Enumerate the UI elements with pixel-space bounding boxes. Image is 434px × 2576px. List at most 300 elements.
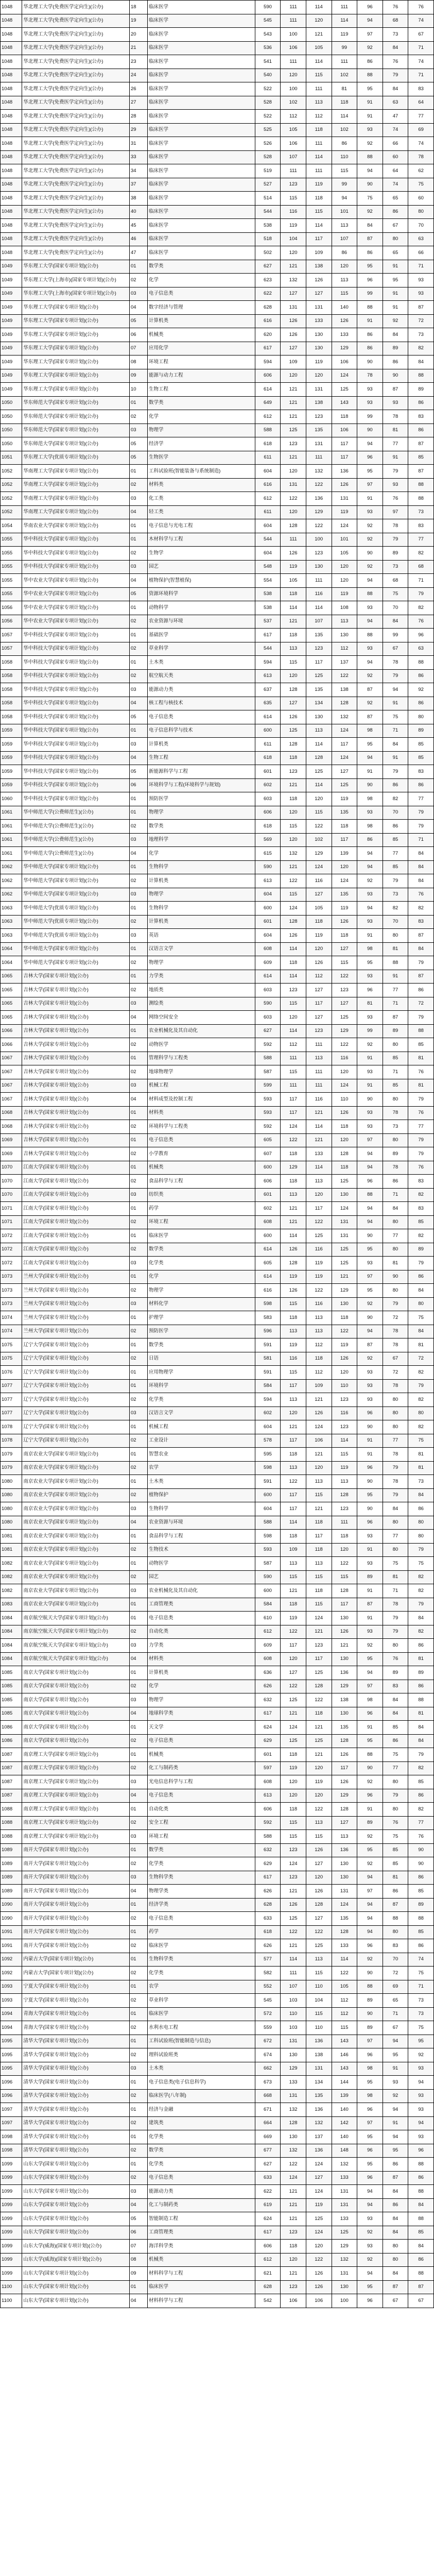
- foreign-language-score-cell: 130: [332, 629, 357, 642]
- table-row: [1, 1830, 434, 1844]
- major-name-cell: 物理学: [148, 423, 255, 437]
- school-name-cell: 青海大学(国家专项计划)(公办): [22, 2007, 130, 2021]
- subject-score-2-cell: 73: [383, 560, 408, 574]
- subject-score-1-cell: 87: [357, 1598, 383, 1612]
- major-name-cell: 护理学: [148, 1311, 255, 1325]
- subject-score-2-cell: 79: [383, 69, 408, 82]
- table-row: [1, 1188, 434, 1202]
- school-code-cell: 1099: [1, 2226, 22, 2240]
- subject-score-3-cell: 64: [408, 96, 434, 110]
- math-score-cell: 106: [306, 1434, 332, 1448]
- major-name-cell: 化学: [148, 274, 255, 287]
- subject-score-3-cell: 76: [408, 1161, 434, 1175]
- major-name-cell: 数学类: [148, 1843, 255, 1857]
- major-name-cell: 临床医学: [148, 178, 255, 192]
- school-code-cell: 1061: [1, 847, 22, 861]
- major-code-cell: 06: [129, 2226, 147, 2240]
- major-name-cell: 园艺: [148, 560, 255, 574]
- subject-score-3-cell: 85: [408, 451, 434, 465]
- school-code-cell: 1090: [1, 1898, 22, 1912]
- school-code-cell: 1056: [1, 615, 22, 629]
- major-code-cell: 02: [129, 1625, 147, 1639]
- subject-score-1-cell: 87: [357, 683, 383, 697]
- school-name-cell: 华北理工大学(免费医学定向生)(公办): [22, 123, 130, 137]
- subject-score-3-cell: 88: [408, 2158, 434, 2172]
- table-row: [1, 383, 434, 397]
- subject-score-1-cell: 93: [357, 1625, 383, 1639]
- school-code-cell: 1048: [1, 178, 22, 192]
- table-row: [1, 1284, 434, 1298]
- school-name-cell: 华中师范大学(优质专项计划)(公办): [22, 902, 130, 916]
- subject-score-3-cell: 82: [408, 547, 434, 561]
- math-score-cell: 120: [306, 1789, 332, 1803]
- math-score-cell: 131: [306, 2062, 332, 2076]
- major-code-cell: 29: [129, 123, 147, 137]
- chinese-score-cell: 115: [281, 888, 306, 902]
- total-score-cell: 593: [255, 1093, 281, 1107]
- math-score-cell: 113: [306, 1557, 332, 1571]
- math-score-cell: 118: [306, 1516, 332, 1530]
- major-code-cell: 01: [129, 1803, 147, 1817]
- foreign-language-score-cell: 99: [332, 41, 357, 55]
- major-code-cell: 01: [129, 1598, 147, 1612]
- total-score-cell: 522: [255, 82, 281, 96]
- chinese-score-cell: 113: [281, 1461, 306, 1475]
- math-score-cell: 119: [306, 355, 332, 369]
- subject-score-3-cell: 79: [408, 1257, 434, 1270]
- math-score-cell: 118: [306, 1707, 332, 1721]
- subject-score-3-cell: 88: [408, 492, 434, 506]
- chinese-score-cell: 118: [281, 1311, 306, 1325]
- subject-score-1-cell: 94: [357, 2198, 383, 2212]
- math-score-cell: 122: [306, 1803, 332, 1817]
- subject-score-2-cell: 47: [383, 110, 408, 124]
- chinese-score-cell: 117: [281, 1488, 306, 1502]
- school-name-cell: 内蒙古大学(国家专项计划)(公办): [22, 1967, 130, 1980]
- school-name-cell: 华东师范大学(国家专项计划)(公办): [22, 423, 130, 437]
- math-score-cell: 110: [306, 1980, 332, 1994]
- subject-score-1-cell: 96: [357, 1175, 383, 1189]
- school-name-cell: 华南理工大学(国家专项计划)(公办): [22, 465, 130, 479]
- table-row: [1, 1434, 434, 1448]
- table-row: [1, 1843, 434, 1857]
- table-row: [1, 2240, 434, 2253]
- chinese-score-cell: 126: [281, 929, 306, 943]
- foreign-language-score-cell: 135: [332, 888, 357, 902]
- table-row: [1, 1652, 434, 1666]
- table-row: [1, 792, 434, 806]
- school-code-cell: 1081: [1, 1530, 22, 1544]
- major-code-cell: 01: [129, 902, 147, 916]
- chinese-score-cell: 127: [281, 342, 306, 355]
- school-name-cell: 辽宁大学(国家专项计划)(公办): [22, 1406, 130, 1420]
- major-code-cell: 04: [129, 1885, 147, 1899]
- total-score-cell: 627: [255, 1024, 281, 1038]
- foreign-language-score-cell: 113: [332, 1830, 357, 1844]
- subject-score-3-cell: 86: [408, 2171, 434, 2185]
- subject-score-3-cell: 82: [408, 1803, 434, 1817]
- major-name-cell: 数字经济与管理: [148, 301, 255, 315]
- school-name-cell: 青海大学(国家专项计划)(公办): [22, 2021, 130, 2035]
- subject-score-3-cell: 76: [408, 1, 434, 14]
- foreign-language-score-cell: 118: [332, 1161, 357, 1175]
- total-score-cell: 618: [255, 437, 281, 451]
- major-code-cell: 02: [129, 2171, 147, 2185]
- subject-score-1-cell: 92: [357, 1038, 383, 1052]
- total-score-cell: 554: [255, 574, 281, 588]
- subject-score-3-cell: 88: [408, 478, 434, 492]
- subject-score-1-cell: 96: [357, 451, 383, 465]
- subject-score-2-cell: 75: [383, 1557, 408, 1571]
- major-name-cell: 电子信息类: [148, 710, 255, 724]
- subject-score-3-cell: 93: [408, 2062, 434, 2076]
- total-score-cell: 600: [255, 1229, 281, 1243]
- subject-score-3-cell: 67: [408, 2294, 434, 2308]
- total-score-cell: 538: [255, 601, 281, 615]
- school-name-cell: 南京理工大学(国家专项计划)(公办): [22, 1789, 130, 1803]
- school-name-cell: 江南大学(国家专项计划)(公办): [22, 1257, 130, 1270]
- chinese-score-cell: 115: [281, 1816, 306, 1830]
- school-code-cell: 1069: [1, 1133, 22, 1147]
- math-score-cell: 130: [306, 710, 332, 724]
- table-row: [1, 2212, 434, 2226]
- major-code-cell: 01: [129, 2158, 147, 2172]
- subject-score-1-cell: 92: [357, 1775, 383, 1789]
- subject-score-3-cell: 82: [408, 1420, 434, 1434]
- major-code-cell: 31: [129, 137, 147, 151]
- table-row: [1, 96, 434, 110]
- total-score-cell: 671: [255, 2103, 281, 2117]
- total-score-cell: 600: [255, 1161, 281, 1175]
- foreign-language-score-cell: 119: [332, 1461, 357, 1475]
- math-score-cell: 127: [306, 1912, 332, 1926]
- chinese-score-cell: 130: [281, 2130, 306, 2144]
- math-score-cell: 114: [306, 778, 332, 792]
- foreign-language-score-cell: 113: [332, 274, 357, 287]
- chinese-score-cell: 121: [281, 451, 306, 465]
- subject-score-1-cell: 91: [357, 314, 383, 328]
- chinese-score-cell: 129: [281, 1161, 306, 1175]
- school-code-cell: 1099: [1, 2253, 22, 2267]
- subject-score-3-cell: 82: [408, 1761, 434, 1775]
- math-score-cell: 116: [306, 587, 332, 601]
- total-score-cell: 628: [255, 1898, 281, 1912]
- chinese-score-cell: 121: [281, 260, 306, 274]
- school-code-cell: 1076: [1, 1366, 22, 1380]
- chinese-score-cell: 117: [281, 1502, 306, 1516]
- school-code-cell: 1058: [1, 656, 22, 670]
- foreign-language-score-cell: 129: [332, 1789, 357, 1803]
- major-code-cell: 03: [129, 1406, 147, 1420]
- school-code-cell: 1048: [1, 69, 22, 82]
- subject-score-3-cell: 86: [408, 778, 434, 792]
- school-name-cell: 华中师范大学(国家专项计划)(公办): [22, 942, 130, 956]
- total-score-cell: 601: [255, 765, 281, 779]
- table-row: [1, 1748, 434, 1762]
- chinese-score-cell: 118: [281, 792, 306, 806]
- subject-score-1-cell: 90: [357, 1420, 383, 1434]
- school-code-cell: 1089: [1, 1885, 22, 1899]
- major-name-cell: 地球物理学: [148, 1065, 255, 1079]
- table-row: [1, 847, 434, 861]
- foreign-language-score-cell: 120: [332, 1543, 357, 1557]
- math-score-cell: 118: [306, 1352, 332, 1366]
- major-name-cell: 网络空间安全: [148, 1011, 255, 1025]
- major-code-cell: 27: [129, 96, 147, 110]
- school-name-cell: 吉林大学(国家专项计划)(公办): [22, 1038, 130, 1052]
- math-score-cell: 111: [306, 1079, 332, 1093]
- school-name-cell: 华中师范大学(国家专项计划)(公办): [22, 860, 130, 874]
- foreign-language-score-cell: 126: [332, 1352, 357, 1366]
- table-row: [1, 314, 434, 328]
- table-row: [1, 1120, 434, 1134]
- chinese-score-cell: 114: [281, 942, 306, 956]
- subject-score-2-cell: 89: [383, 1666, 408, 1680]
- school-name-cell: 南京航空航天大学(国家专项计划)(公办): [22, 1612, 130, 1625]
- subject-score-1-cell: 92: [357, 560, 383, 574]
- school-name-cell: 华中科技大学(国家专项计划)(公办): [22, 533, 130, 547]
- foreign-language-score-cell: 116: [332, 1052, 357, 1065]
- school-name-cell: 兰州大学(国家专项计划)(公办): [22, 1311, 130, 1325]
- foreign-language-score-cell: 101: [332, 205, 357, 219]
- subject-score-3-cell: 74: [408, 14, 434, 28]
- chinese-score-cell: 115: [281, 1065, 306, 1079]
- chinese-score-cell: 114: [281, 1024, 306, 1038]
- major-name-cell: 计算机类: [148, 874, 255, 888]
- subject-score-3-cell: 83: [408, 1175, 434, 1189]
- total-score-cell: 628: [255, 301, 281, 315]
- subject-score-2-cell: 95: [383, 2144, 408, 2158]
- subject-score-1-cell: 96: [357, 1461, 383, 1475]
- subject-score-2-cell: 94: [383, 2130, 408, 2144]
- subject-score-2-cell: 65: [383, 1994, 408, 2008]
- chinese-score-cell: 131: [281, 478, 306, 492]
- school-code-cell: 1063: [1, 929, 22, 943]
- subject-score-2-cell: 85: [383, 1052, 408, 1065]
- total-score-cell: 602: [255, 778, 281, 792]
- school-name-cell: 吉林大学(国家专项计划)(公办): [22, 1120, 130, 1134]
- subject-score-1-cell: 98: [357, 792, 383, 806]
- subject-score-3-cell: 75: [408, 1557, 434, 1571]
- chinese-score-cell: 119: [281, 1761, 306, 1775]
- chinese-score-cell: 131: [281, 301, 306, 315]
- math-score-cell: 118: [306, 1584, 332, 1598]
- school-code-cell: 1089: [1, 1857, 22, 1871]
- major-code-cell: 02: [129, 984, 147, 997]
- school-name-cell: 清华大学(国家专项计划)(公办): [22, 2076, 130, 2090]
- school-name-cell: 辽宁大学(国家专项计划)(公办): [22, 1420, 130, 1434]
- foreign-language-score-cell: 125: [332, 1257, 357, 1270]
- subject-score-2-cell: 80: [383, 1803, 408, 1817]
- subject-score-2-cell: 84: [383, 615, 408, 629]
- school-code-cell: 1048: [1, 96, 22, 110]
- subject-score-1-cell: 92: [357, 697, 383, 710]
- total-score-cell: 626: [255, 1885, 281, 1899]
- subject-score-2-cell: 87: [383, 383, 408, 397]
- major-name-cell: 临床医学: [148, 232, 255, 246]
- school-code-cell: 1072: [1, 1257, 22, 1270]
- table-row: [1, 1229, 434, 1243]
- subject-score-3-cell: 86: [408, 1502, 434, 1516]
- table-row: [1, 874, 434, 888]
- major-code-cell: 01: [129, 1366, 147, 1380]
- subject-score-1-cell: 94: [357, 1202, 383, 1216]
- subject-score-2-cell: 80: [383, 1093, 408, 1107]
- subject-score-2-cell: 73: [383, 888, 408, 902]
- subject-score-1-cell: 92: [357, 874, 383, 888]
- school-code-cell: 1056: [1, 601, 22, 615]
- subject-score-1-cell: 92: [357, 1857, 383, 1871]
- table-row: [1, 1707, 434, 1721]
- foreign-language-score-cell: 118: [332, 1120, 357, 1134]
- total-score-cell: 587: [255, 1065, 281, 1079]
- subject-score-3-cell: 85: [408, 738, 434, 752]
- total-score-cell: 624: [255, 2212, 281, 2226]
- subject-score-1-cell: 89: [357, 1994, 383, 2008]
- subject-score-2-cell: 94: [383, 2035, 408, 2048]
- school-code-cell: 1091: [1, 1939, 22, 1953]
- total-score-cell: 618: [255, 820, 281, 834]
- subject-score-2-cell: 95: [383, 2048, 408, 2062]
- major-code-cell: 01: [129, 601, 147, 615]
- major-code-cell: 02: [129, 1215, 147, 1229]
- total-score-cell: 629: [255, 1857, 281, 1871]
- math-score-cell: 115: [306, 69, 332, 82]
- subject-score-3-cell: 92: [408, 2048, 434, 2062]
- school-name-cell: 华北理工大学(免费医学定向生)(公办): [22, 219, 130, 233]
- table-row: [1, 629, 434, 642]
- subject-score-2-cell: 71: [383, 724, 408, 738]
- subject-score-3-cell: 86: [408, 697, 434, 710]
- total-score-cell: 588: [255, 1830, 281, 1844]
- subject-score-2-cell: 92: [383, 314, 408, 328]
- school-code-cell: 1084: [1, 1652, 22, 1666]
- subject-score-1-cell: 86: [357, 328, 383, 342]
- school-code-cell: 1095: [1, 2048, 22, 2062]
- foreign-language-score-cell: 125: [332, 383, 357, 397]
- subject-score-2-cell: 79: [383, 533, 408, 547]
- math-score-cell: 126: [306, 1843, 332, 1857]
- school-name-cell: 南京农业大学(国家专项计划)(公办): [22, 1598, 130, 1612]
- math-score-cell: 132: [306, 465, 332, 479]
- foreign-language-score-cell: 139: [332, 2089, 357, 2103]
- subject-score-2-cell: 73: [383, 1120, 408, 1134]
- chinese-score-cell: 100: [281, 28, 306, 42]
- foreign-language-score-cell: 115: [332, 164, 357, 178]
- math-score-cell: 115: [306, 1830, 332, 1844]
- major-name-cell: 临床医学: [148, 110, 255, 124]
- total-score-cell: 608: [255, 1775, 281, 1789]
- table-row: [1, 2185, 434, 2199]
- math-score-cell: 110: [306, 2021, 332, 2035]
- chinese-score-cell: 123: [281, 1843, 306, 1857]
- school-name-cell: 华中农业大学(国家专项计划)(公办): [22, 587, 130, 601]
- chinese-score-cell: 113: [281, 642, 306, 656]
- major-code-cell: 01: [129, 1420, 147, 1434]
- total-score-cell: 609: [255, 956, 281, 970]
- subject-score-1-cell: 94: [357, 1161, 383, 1175]
- total-score-cell: 617: [255, 629, 281, 642]
- school-name-cell: 华东理工大学(国家专项计划)(公办): [22, 342, 130, 355]
- total-score-cell: 594: [255, 355, 281, 369]
- total-score-cell: 608: [255, 942, 281, 956]
- subject-score-3-cell: 79: [408, 806, 434, 820]
- math-score-cell: 122: [306, 1693, 332, 1707]
- foreign-language-score-cell: 143: [332, 2035, 357, 2048]
- foreign-language-score-cell: 113: [332, 219, 357, 233]
- major-code-cell: 46: [129, 232, 147, 246]
- subject-score-3-cell: 85: [408, 1215, 434, 1229]
- total-score-cell: 616: [255, 1284, 281, 1298]
- subject-score-1-cell: 97: [357, 1885, 383, 1899]
- subject-score-2-cell: 99: [383, 629, 408, 642]
- school-name-cell: 华北理工大学(免费医学定向生)(公办): [22, 137, 130, 151]
- subject-score-1-cell: 94: [357, 437, 383, 451]
- subject-score-3-cell: 84: [408, 1284, 434, 1298]
- foreign-language-score-cell: 107: [332, 232, 357, 246]
- school-name-cell: 辽宁大学(国家专项计划)(公办): [22, 1379, 130, 1393]
- total-score-cell: 621: [255, 2267, 281, 2281]
- subject-score-2-cell: 77: [383, 1761, 408, 1775]
- subject-score-3-cell: 79: [408, 1133, 434, 1147]
- subject-score-1-cell: 91: [357, 1721, 383, 1735]
- table-row: [1, 1734, 434, 1748]
- subject-score-2-cell: 79: [383, 1461, 408, 1475]
- chinese-score-cell: 120: [281, 806, 306, 820]
- subject-score-2-cell: 67: [383, 2294, 408, 2308]
- subject-score-3-cell: 88: [408, 1693, 434, 1707]
- table-row: [1, 2021, 434, 2035]
- subject-score-3-cell: 73: [408, 328, 434, 342]
- math-score-cell: 122: [306, 1925, 332, 1939]
- major-name-cell: 临床医学: [148, 205, 255, 219]
- school-code-cell: 1049: [1, 355, 22, 369]
- total-score-cell: 592: [255, 1120, 281, 1134]
- table-row: [1, 1257, 434, 1270]
- chinese-score-cell: 127: [281, 287, 306, 301]
- subject-score-2-cell: 84: [383, 2185, 408, 2199]
- major-code-cell: 04: [129, 574, 147, 588]
- major-code-cell: 04: [129, 1516, 147, 1530]
- foreign-language-score-cell: 131: [332, 492, 357, 506]
- school-code-cell: 1067: [1, 1052, 22, 1065]
- subject-score-1-cell: 88: [357, 587, 383, 601]
- math-score-cell: 114: [306, 1161, 332, 1175]
- total-score-cell: 610: [255, 1612, 281, 1625]
- total-score-cell: 609: [255, 1639, 281, 1653]
- foreign-language-score-cell: 124: [332, 724, 357, 738]
- subject-score-3-cell: 93: [408, 274, 434, 287]
- total-score-cell: 598: [255, 1297, 281, 1311]
- major-code-cell: 21: [129, 41, 147, 55]
- subject-score-1-cell: 93: [357, 888, 383, 902]
- subject-score-1-cell: 91: [357, 1434, 383, 1448]
- subject-score-3-cell: 66: [408, 246, 434, 260]
- school-name-cell: 南开大学(国家专项计划)(公办): [22, 1857, 130, 1871]
- foreign-language-score-cell: 115: [332, 956, 357, 970]
- chinese-score-cell: 121: [281, 2185, 306, 2199]
- subject-score-2-cell: 65: [383, 246, 408, 260]
- total-score-cell: 614: [255, 383, 281, 397]
- subject-score-3-cell: 79: [408, 1379, 434, 1393]
- major-code-cell: 02: [129, 1461, 147, 1475]
- subject-score-1-cell: 90: [357, 1475, 383, 1489]
- subject-score-1-cell: 88: [357, 1188, 383, 1202]
- total-score-cell: 673: [255, 2076, 281, 2090]
- major-code-cell: 01: [129, 1311, 147, 1325]
- total-score-cell: 545: [255, 1994, 281, 2008]
- math-score-cell: 122: [306, 1215, 332, 1229]
